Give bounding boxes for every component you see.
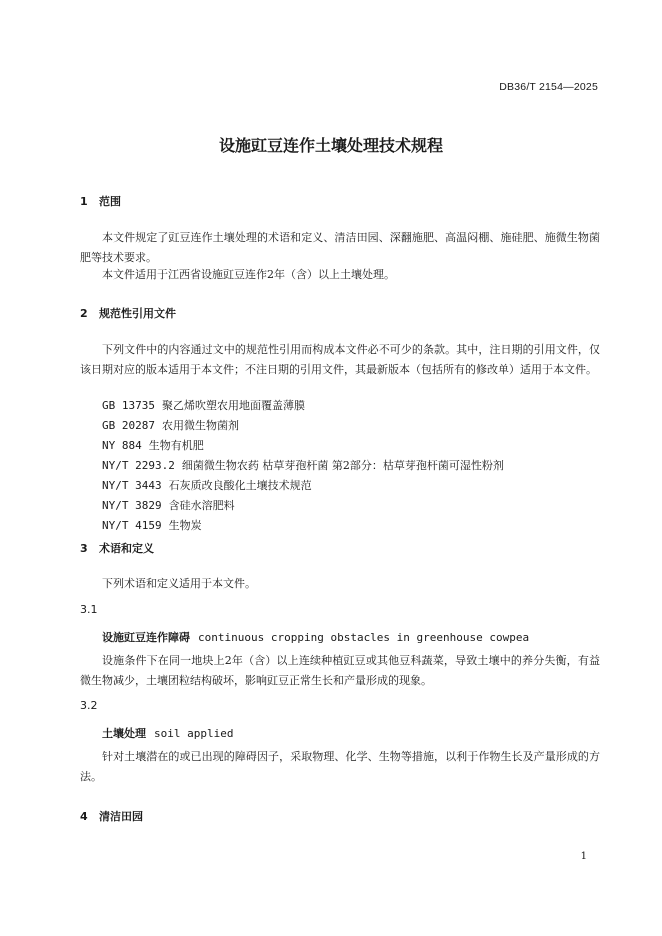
section-number: 2 (80, 307, 88, 320)
reference-code: NY 884 (102, 439, 142, 452)
section-number: 1 (80, 195, 88, 208)
reference-title: 生物有机肥 (148, 439, 204, 452)
section-title: 清洁田园 (99, 810, 143, 823)
reference-code: NY/T 4159 (102, 519, 162, 532)
reference-title: 农用微生物菌剂 (161, 419, 239, 432)
section-title: 术语和定义 (99, 542, 154, 555)
terms-intro: 下列术语和定义适用于本文件。 (102, 577, 256, 590)
section-title: 规范性引用文件 (99, 307, 176, 320)
reference-title: 聚乙烯吹塑农用地面覆盖薄膜 (161, 399, 305, 412)
term-en: continuous cropping obstacles in greenhouse cowpea (198, 631, 530, 644)
page-number: 1 (580, 851, 587, 862)
section-number: 3 (80, 542, 88, 555)
term-title (102, 725, 233, 741)
references-intro: 下列文件中的内容通过文中的规范性引用而构成本文件必不可少的条款。其中，注日期的引用文件，仅该日期对应的版本适用于本文件；不注日期的引用文件，其最新版本（包括所有的修改单）适用于本文件。 (80, 343, 600, 376)
scope-paragraph-1: 本文件规定了豇豆连作土壤处理的术语和定义、清洁田园、深翻施肥、高温闷棚、施硅肥、施微生物菌肥等技术要求。 (80, 231, 600, 264)
reference-code: NY/T 2293.2 (102, 459, 175, 472)
reference-item (102, 457, 504, 473)
section-heading-terms (80, 540, 154, 556)
term-number: 3.1 (80, 603, 98, 616)
term-zh: 土壤处理 (102, 727, 146, 740)
reference-item (102, 397, 305, 413)
reference-title: 细菌微生物农药 枯草芽孢杆菌 第2部分：枯草芽孢杆菌可湿性粉剂 (181, 459, 504, 472)
term-definition: 设施条件下在同一地块上2年（含）以上连续种植豇豆或其他豆科蔬菜，导致土壤中的养分失衡，有益微生物减少，土壤团粒结构破坏，影响豇豆正常生长和产量形成的现象。 (80, 654, 600, 687)
reference-code: GB 20287 (102, 419, 155, 432)
reference-item (102, 437, 204, 453)
term-title (102, 629, 529, 645)
term-definition: 针对土壤潜在的或已出现的障碍因子，采取物理、化学、生物等措施，以利于作物生长及产量形成的方法。 (80, 750, 600, 783)
document-title: 设施豇豆连作土壤处理技术规程 (218, 136, 443, 155)
reference-item (102, 477, 312, 493)
section-heading-normative-references (80, 305, 176, 321)
reference-item (102, 497, 235, 513)
section-number: 4 (80, 810, 88, 823)
reference-title: 生物炭 (168, 519, 202, 532)
reference-item (102, 417, 239, 433)
section-title: 范围 (99, 195, 121, 208)
standard-code: DB36/T 2154—2025 (499, 81, 598, 93)
section-heading-clean-field (80, 808, 143, 824)
scope-paragraph-2: 本文件适用于江西省设施豇豆连作2年（含）以上土壤处理。 (102, 268, 395, 281)
reference-code: NY/T 3829 (102, 499, 162, 512)
term-number: 3.2 (80, 699, 98, 712)
reference-title: 石灰质改良酸化土壤技术规范 (168, 479, 312, 492)
section-heading-scope (80, 193, 121, 209)
reference-title: 含硅水溶肥料 (168, 499, 235, 512)
term-zh: 设施豇豆连作障碍 (102, 631, 190, 644)
term-en: soil applied (154, 727, 234, 740)
reference-code: NY/T 3443 (102, 479, 162, 492)
reference-item (102, 517, 202, 533)
reference-code: GB 13735 (102, 399, 155, 412)
